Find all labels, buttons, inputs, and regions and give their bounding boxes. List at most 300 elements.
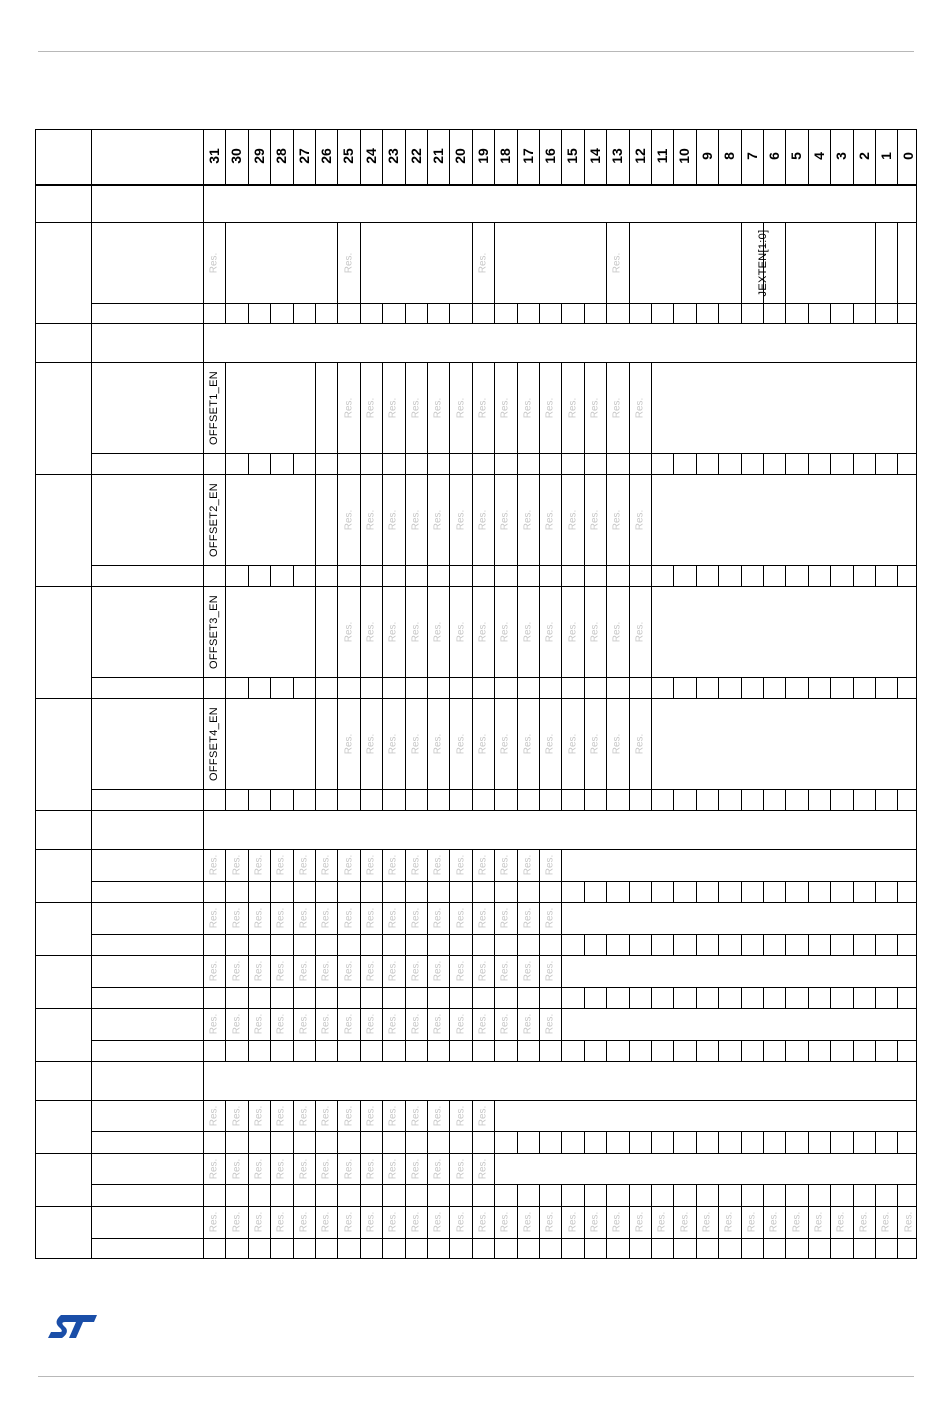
reset-cell-divider [360, 453, 361, 474]
reset-cell-divider [337, 303, 338, 323]
reserved-bit-label: Res. [880, 1211, 892, 1233]
reset-cell-divider [673, 1184, 674, 1206]
bit-header-label: 12 [631, 148, 648, 164]
reset-cell-divider [270, 565, 271, 586]
reset-cell-divider [449, 1040, 450, 1061]
reserved-bit [337, 586, 359, 677]
reset-cell-divider [248, 934, 249, 955]
st-logo [45, 1311, 101, 1341]
reserved-bit-label: Res. [746, 1211, 758, 1233]
bit-header [763, 130, 785, 182]
reset-row-border [91, 303, 916, 304]
reset-cell-divider [539, 1131, 540, 1153]
reserved-bit-label: Res. [387, 621, 399, 642]
reserved-bit-label: Res. [522, 397, 534, 418]
reserved-bit [606, 1206, 628, 1238]
bit-header [203, 130, 225, 182]
field-offset4-en-label: OFFSET4_EN [208, 706, 221, 781]
reserved-bit [427, 474, 449, 565]
reset-cell-divider [696, 789, 697, 810]
reserved-bit [337, 362, 359, 453]
reset-cell-divider [673, 934, 674, 955]
reset-cell-divider [494, 1040, 495, 1061]
reserved-bit-label: Res. [589, 509, 601, 530]
reset-row-border [91, 565, 916, 566]
reserved-bit-label: Res. [432, 621, 444, 642]
reserved-bit-label: Res. [567, 1211, 579, 1233]
reserved-bit-label: Res. [231, 854, 243, 876]
reset-cell-divider [785, 1184, 786, 1206]
reserved-bit-label: Res. [231, 960, 243, 982]
reset-cell-divider [427, 1238, 428, 1258]
reset-cell-divider [293, 987, 294, 1008]
bit-header-divider [696, 129, 697, 184]
reset-cell-divider [225, 1238, 226, 1258]
reserved-bit-label: Res. [477, 1105, 489, 1126]
field-divider [897, 222, 898, 303]
reserved-bit-label: Res. [320, 1158, 332, 1179]
reserved-bit-label: Res. [275, 1105, 287, 1126]
reserved-bit-label: Res. [365, 397, 377, 418]
reset-cell-divider [741, 881, 742, 902]
field-divider [629, 222, 630, 303]
reset-cell-divider [494, 1184, 495, 1206]
reserved-bit [561, 698, 583, 789]
reserved-bit-label: Res. [365, 509, 377, 530]
reserved-bit-label: Res. [432, 509, 444, 530]
reset-cell-divider [517, 987, 518, 1008]
reset-cell-divider [293, 1184, 294, 1206]
reset-cell-divider [270, 881, 271, 902]
reserved-bit [584, 1206, 606, 1238]
reserved-bit-label: Res. [343, 733, 355, 754]
bit-header [427, 130, 449, 182]
reset-row-border [91, 1131, 916, 1132]
reset-cell-divider [539, 934, 540, 955]
reset-cell-divider [270, 1184, 271, 1206]
reserved-bit [405, 698, 427, 789]
reserved-bit-label: Res. [477, 907, 489, 929]
bit-header-divider [718, 129, 719, 184]
reserved-bit-label: Res. [544, 960, 556, 982]
reset-cell-divider [405, 303, 406, 323]
reset-cell-divider [449, 677, 450, 698]
reserved-bit [673, 1206, 695, 1238]
reset-cell-divider [785, 1131, 786, 1153]
reserved-bit-label: Res. [320, 1211, 332, 1233]
reset-cell-divider [853, 453, 854, 474]
reset-cell-divider [830, 677, 831, 698]
reserved-bit-label: Res. [298, 1013, 310, 1035]
reset-cell-divider [785, 934, 786, 955]
reset-cell-divider [785, 987, 786, 1008]
reserved-bit [449, 1206, 471, 1238]
bit-header-divider [561, 129, 562, 184]
bit-header-label: 31 [206, 148, 222, 164]
reserved-bit [449, 586, 471, 677]
reserved-bit-label: Res. [231, 907, 243, 929]
reserved-bit-label: Res. [253, 1105, 265, 1126]
reset-row-border [91, 934, 916, 935]
reserved-bit [472, 955, 494, 987]
bit-header [337, 130, 359, 182]
reserved-bit-label: Res. [522, 854, 534, 876]
reserved-bit [203, 1008, 225, 1040]
reset-cell-divider [651, 453, 652, 474]
reserved-bit-label: Res. [298, 1105, 310, 1126]
reset-cell-divider [629, 1184, 630, 1206]
reserved-bit-label: Res. [455, 1211, 467, 1233]
reserved-bit [494, 955, 516, 987]
reserved-bit-label: Res. [410, 621, 422, 642]
field-offset4-en [203, 698, 225, 789]
reset-cell-divider [337, 1184, 338, 1206]
reserved-bit [315, 1153, 337, 1184]
reset-cell-divider [517, 1131, 518, 1153]
reset-cell-divider [225, 881, 226, 902]
reserved-bit [293, 849, 315, 881]
reset-cell-divider [785, 1238, 786, 1258]
reserved-bit-label: Res. [432, 1105, 444, 1126]
reset-cell-divider [315, 453, 316, 474]
reserved-bit-label: Res. [343, 1013, 355, 1035]
reserved-bit-label: Res. [477, 1013, 489, 1035]
reserved-bit-label: Res. [365, 1013, 377, 1035]
reset-cell-divider [225, 1040, 226, 1061]
reserved-bit [293, 1008, 315, 1040]
reserved-bit-label: Res. [253, 854, 265, 876]
reserved-bit-label: Res. [544, 733, 556, 754]
reserved-bit [494, 902, 516, 934]
reset-cell-divider [673, 987, 674, 1008]
reset-cell-divider [629, 987, 630, 1008]
reset-cell-divider [293, 565, 294, 586]
reset-cell-divider [561, 1131, 562, 1153]
reserved-bit-label: Res. [522, 907, 534, 929]
reserved-bit-label: Res. [634, 621, 646, 642]
reset-cell-divider [830, 453, 831, 474]
reserved-bit [405, 902, 427, 934]
bit-header-divider [853, 129, 854, 184]
table-left-border [35, 129, 36, 1258]
reset-cell-divider [539, 303, 540, 323]
reset-cell-divider [494, 934, 495, 955]
bit-header [225, 130, 247, 182]
reset-cell-divider [225, 789, 226, 810]
reserved-bit-label: Res. [298, 854, 310, 876]
reset-row-border [91, 789, 916, 790]
reset-cell-divider [584, 303, 585, 323]
reset-cell-divider [248, 1040, 249, 1061]
reserved-bit [427, 1008, 449, 1040]
bit-header-label: 3 [833, 152, 850, 160]
reset-cell-divider [830, 1184, 831, 1206]
reserved-bit [360, 1206, 382, 1238]
reset-cell-divider [808, 789, 809, 810]
reset-cell-divider [337, 789, 338, 810]
reserved-bit-label: Res. [365, 733, 377, 754]
bit-header-label: 24 [362, 148, 379, 164]
reset-cell-divider [517, 677, 518, 698]
reserved-bit-label: Res. [522, 960, 534, 982]
reserved-bit [405, 955, 427, 987]
reset-cell-divider [225, 303, 226, 323]
reset-cell-divider [763, 565, 764, 586]
reset-cell-divider [270, 934, 271, 955]
reserved-bit [853, 1206, 875, 1238]
reserved-bit [606, 222, 628, 303]
reset-cell-divider [494, 789, 495, 810]
reserved-bit [248, 1008, 270, 1040]
bit-header-label: 13 [609, 148, 626, 164]
reset-cell-divider [651, 1131, 652, 1153]
bit-header-divider [517, 129, 518, 184]
reset-cell-divider [405, 789, 406, 810]
reset-cell-divider [337, 1131, 338, 1153]
reset-cell-divider [741, 1040, 742, 1061]
reserved-bit [539, 474, 561, 565]
reset-cell-divider [449, 303, 450, 323]
bit-header-label: 18 [497, 148, 514, 164]
reserved-bit-label: Res. [275, 960, 287, 982]
reset-cell-divider [270, 1238, 271, 1258]
reset-cell-divider [517, 1040, 518, 1061]
reserved-bit-label: Res. [634, 397, 646, 418]
reserved-bit [517, 1008, 539, 1040]
bit-header-label: 27 [295, 148, 312, 164]
reset-cell-divider [360, 1131, 361, 1153]
reserved-bit-label: Res. [611, 397, 623, 418]
reserved-bit-label: Res. [723, 1211, 735, 1233]
reserved-bit-label: Res. [298, 1158, 310, 1179]
reserved-bit [427, 586, 449, 677]
reserved-bit-label: Res. [544, 621, 556, 642]
reserved-bit [449, 902, 471, 934]
reserved-bit [405, 586, 427, 677]
reset-cell-divider [561, 987, 562, 1008]
reset-cell-divider [853, 677, 854, 698]
bit-header-divider [875, 129, 876, 184]
reset-cell-divider [539, 677, 540, 698]
reserved-bit [382, 474, 404, 565]
bit-header-label: 10 [676, 148, 693, 164]
reserved-bit-label: Res. [522, 621, 534, 642]
reserved-bit-label: Res. [835, 1211, 847, 1233]
bit-header-divider [808, 129, 809, 184]
reserved-bit-label: Res. [656, 1211, 668, 1233]
reserved-bit [584, 698, 606, 789]
reset-cell-divider [696, 677, 697, 698]
reserved-bit [270, 1008, 292, 1040]
reserved-bit-label: Res. [432, 854, 444, 876]
bit-header [270, 130, 292, 182]
reserved-bit-label: Res. [477, 854, 489, 876]
reset-cell-divider [897, 1184, 898, 1206]
reset-cell-divider [382, 303, 383, 323]
reserved-bit-label: Res. [231, 1211, 243, 1233]
reserved-bit-label: Res. [522, 1013, 534, 1035]
reserved-bit [494, 698, 516, 789]
bit-header-label: 20 [452, 148, 469, 164]
reserved-bit-label: Res. [365, 1211, 377, 1233]
reserved-bit-label: Res. [275, 1013, 287, 1035]
reset-cell-divider [673, 453, 674, 474]
reserved-bit-label: Res. [387, 1158, 399, 1179]
reset-cell-divider [382, 789, 383, 810]
bit-header [382, 130, 404, 182]
bit-header-divider [651, 129, 652, 184]
reset-cell-divider [225, 1184, 226, 1206]
reset-cell-divider [875, 565, 876, 586]
reset-row-border [91, 1040, 916, 1041]
reserved-bit-label: Res. [544, 1013, 556, 1035]
bit-header-label: 9 [698, 152, 715, 160]
reset-cell-divider [561, 453, 562, 474]
reserved-bit [337, 698, 359, 789]
reset-cell-divider [718, 881, 719, 902]
reset-cell-divider [673, 565, 674, 586]
reset-cell-divider [651, 934, 652, 955]
reserved-bit-label: Res. [477, 509, 489, 530]
reset-cell-divider [763, 789, 764, 810]
reset-cell-divider [539, 987, 540, 1008]
reserved-bit-label: Res. [499, 1013, 511, 1035]
field-divider [315, 362, 316, 453]
reset-cell-divider [405, 677, 406, 698]
reset-cell-divider [853, 1131, 854, 1153]
reset-cell-divider [875, 881, 876, 902]
reserved-bit [225, 1008, 247, 1040]
reserved-bit [203, 902, 225, 934]
reserved-bit [382, 902, 404, 934]
reserved-bit-label: Res. [410, 854, 422, 876]
reset-cell-divider [315, 1131, 316, 1153]
reserved-bit [517, 474, 539, 565]
reserved-bit-label: Res. [477, 252, 489, 273]
reset-cell-divider [629, 881, 630, 902]
table-right-border [916, 129, 917, 1259]
reserved-bit-label: Res. [410, 907, 422, 929]
bit-header-label: 5 [788, 152, 805, 160]
reset-cell-divider [449, 934, 450, 955]
reserved-bit-label: Res. [477, 621, 489, 642]
reset-cell-divider [741, 565, 742, 586]
bit-header-divider [225, 129, 226, 184]
reserved-bit [449, 955, 471, 987]
reset-cell-divider [853, 881, 854, 902]
reset-cell-divider [629, 677, 630, 698]
reserved-bit-label: Res. [298, 1211, 310, 1233]
reserved-bit-label: Res. [432, 733, 444, 754]
reset-cell-divider [875, 1238, 876, 1258]
reserved-bit-label: Res. [455, 1158, 467, 1179]
reset-cell-divider [382, 677, 383, 698]
reset-cell-divider [248, 1184, 249, 1206]
reset-cell-divider [225, 934, 226, 955]
field-divider [315, 698, 316, 789]
reserved-bit [248, 1100, 270, 1131]
reset-cell-divider [696, 1238, 697, 1258]
reset-cell-divider [494, 565, 495, 586]
reset-cell-divider [696, 934, 697, 955]
reserved-bit [360, 849, 382, 881]
reset-cell-divider [449, 565, 450, 586]
reset-cell-divider [785, 677, 786, 698]
register-row-border [35, 810, 916, 811]
reset-cell-divider [539, 881, 540, 902]
bit-header-label: 16 [542, 148, 558, 164]
reset-cell-divider [539, 565, 540, 586]
reset-cell-divider [449, 1238, 450, 1258]
reset-cell-divider [472, 1040, 473, 1061]
reset-cell-divider [539, 1238, 540, 1258]
reset-cell-divider [741, 934, 742, 955]
reset-cell-divider [651, 789, 652, 810]
reset-cell-divider [405, 1040, 406, 1061]
reserved-bit-label: Res. [410, 960, 422, 982]
reset-cell-divider [472, 677, 473, 698]
reserved-bit [449, 849, 471, 881]
bit-header [808, 130, 830, 182]
bit-header [561, 130, 583, 182]
reserved-bit-label: Res. [634, 733, 646, 754]
reserved-bit [203, 1153, 225, 1184]
reserved-bit-label: Res. [387, 1105, 399, 1126]
reset-cell-divider [337, 677, 338, 698]
reset-cell-divider [741, 987, 742, 1008]
reset-cell-divider [225, 987, 226, 1008]
field-offset3-en [203, 586, 225, 677]
bit-header-label: 22 [407, 148, 424, 164]
bit-header [293, 130, 315, 182]
reserved-bit-label: Res. [208, 1211, 220, 1233]
bit-header [785, 130, 807, 182]
reserved-bit-label: Res. [387, 854, 399, 876]
reserved-bit [494, 362, 516, 453]
bit-header-divider [629, 129, 630, 184]
reserved-bit [315, 1100, 337, 1131]
reserved-bit-label: Res. [231, 1013, 243, 1035]
reserved-bit-label: Res. [567, 733, 579, 754]
reserved-bit [517, 586, 539, 677]
reset-cell-divider [696, 1184, 697, 1206]
bit-header [494, 130, 516, 182]
bit-header [875, 130, 897, 182]
bit-header-label: 8 [721, 152, 738, 160]
field-jexten [741, 222, 786, 303]
reserved-bit [539, 902, 561, 934]
reset-cell-divider [225, 565, 226, 586]
reset-cell-divider [248, 565, 249, 586]
reset-cell-divider [808, 1238, 809, 1258]
bit-header [248, 130, 270, 182]
reserved-bit-label: Res. [701, 1211, 713, 1233]
reserved-bit-label: Res. [432, 960, 444, 982]
reserved-bit-label: Res. [231, 1105, 243, 1126]
reset-cell-divider [517, 934, 518, 955]
reserved-bit [427, 362, 449, 453]
reset-cell-divider [561, 677, 562, 698]
reset-cell-divider [830, 1040, 831, 1061]
bit-header [360, 130, 382, 182]
reset-cell-divider [337, 1238, 338, 1258]
reserved-bit-label: Res. [231, 1158, 243, 1179]
reset-cell-divider [830, 303, 831, 323]
reset-cell-divider [405, 934, 406, 955]
reserved-bit-label: Res. [365, 907, 377, 929]
bit-header-label: 7 [743, 152, 760, 160]
reset-cell-divider [673, 789, 674, 810]
